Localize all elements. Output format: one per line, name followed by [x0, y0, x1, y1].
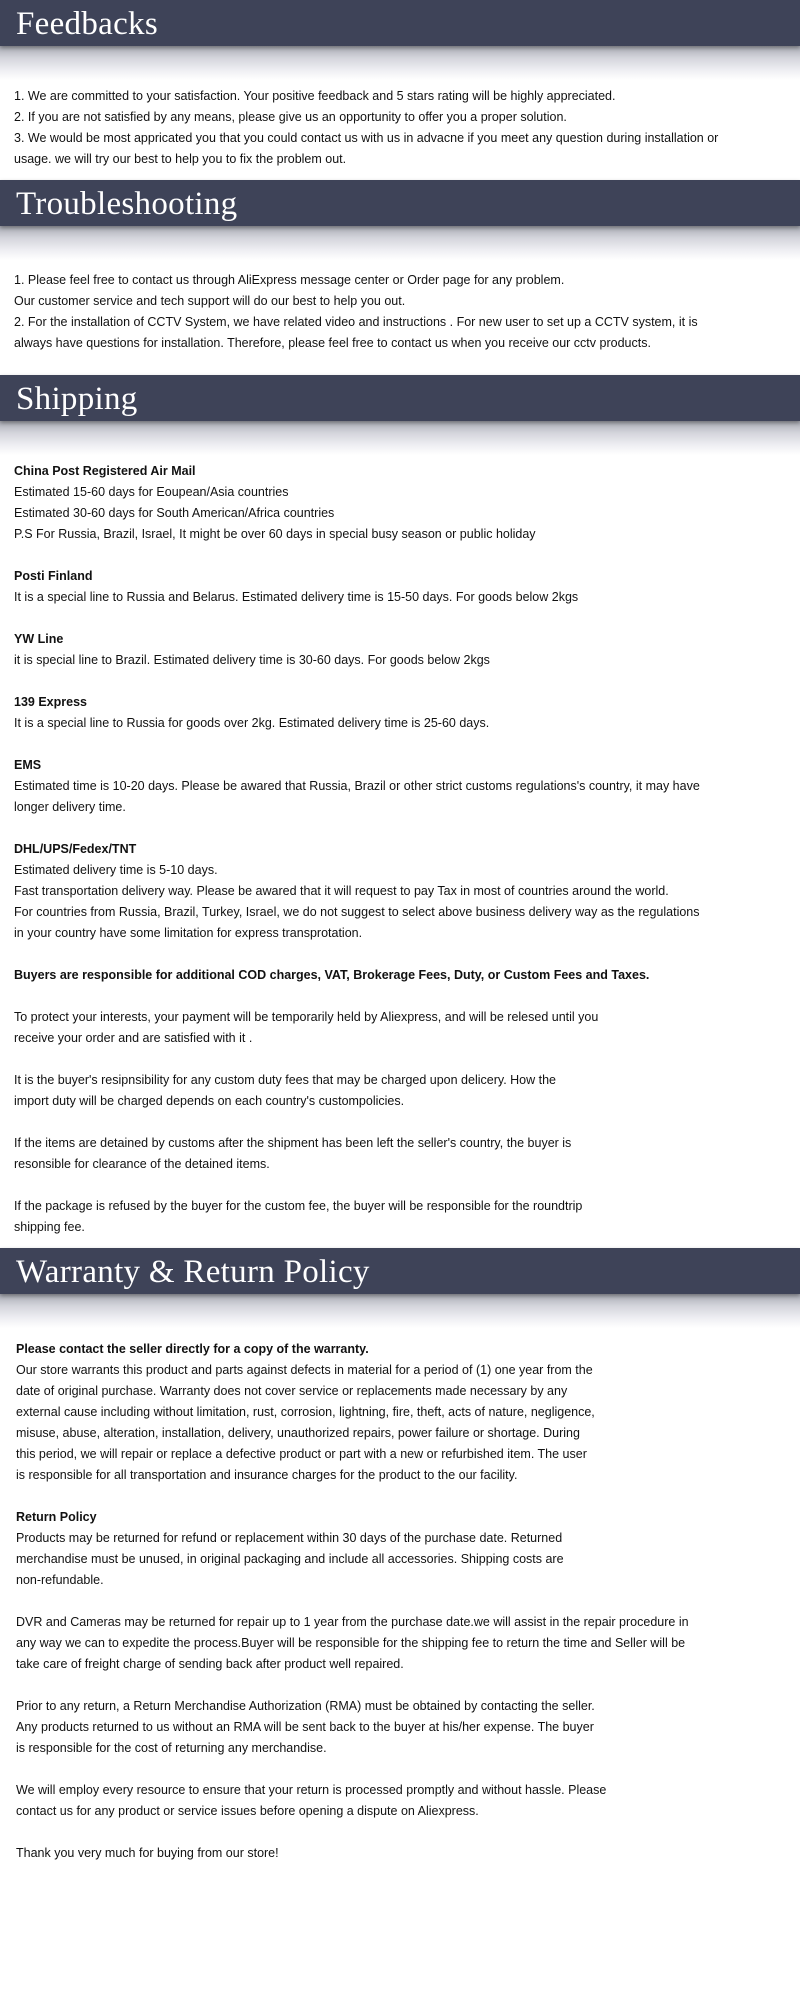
shipping-paragraph: If the package is refused by the buyer for the custom fee, the buyer will be responsible for the roundtrip shipping fee.: [14, 1199, 583, 1234]
feedbacks-line: 2. If you are not satisfied by any means, please give us an opportunity to offer you a proper solution.: [14, 110, 567, 124]
dhl-line: Estimated delivery time is 5-10 days.: [14, 863, 218, 877]
dhl-heading: DHL/UPS/Fedex/TNT: [14, 842, 137, 856]
feedbacks-banner: [0, 0, 800, 46]
shipping-paragraph: If the items are detained by customs after the shipment has been left the seller's country, the buyer is resonsible for clearance of the detained items.: [14, 1136, 572, 1171]
feedbacks-line: usage. we will try our best to help you to fix the problem out.: [14, 152, 347, 166]
warranty-title: Warranty & Return Policy: [16, 1254, 370, 1290]
ems-text: Estimated time is 10-20 days. Please be awared that Russia, Brazil or other strict customs regulations's country, it may have longer delivery time.: [14, 779, 700, 814]
dhl-line: Fast transportation delivery way. Please be awared that it will request to pay Tax in most of countries around the world.: [14, 884, 669, 898]
china-post-heading: China Post Registered Air Mail: [14, 464, 196, 478]
troubleshooting-body: [14, 270, 734, 354]
feedbacks-title: Feedbacks: [16, 6, 158, 42]
banner-fade: [0, 421, 800, 455]
express139-heading: 139 Express: [14, 695, 87, 709]
troubleshooting-line: Our customer service and tech support will do our best to help you out.: [14, 294, 406, 308]
return-policy-heading: Return Policy: [16, 1510, 97, 1524]
banner-fade: [0, 226, 800, 260]
buyers-note: Buyers are responsible for additional COD charges, VAT, Brokerage Fees, Duty, or Custom Fees and Taxes.: [14, 968, 650, 982]
ems-heading: EMS: [14, 758, 42, 772]
feedbacks-header: [0, 0, 800, 80]
shipping-banner: [0, 375, 800, 421]
troubleshooting-line: always have questions for installation. Therefore, please feel free to contact us when you receive our cctv products.: [14, 336, 651, 350]
dvr-repair-text: DVR and Cameras may be returned for repair up to 1 year from the purchase date.we will assist in the repair procedure in any way we can to expedite the process.Buyer will be responsible for the shipping fee to return the time and Seller will be take care of freight charge of sending back after product well repaired.: [16, 1615, 689, 1671]
banner-fade: [0, 1294, 800, 1328]
troubleshooting-header: [0, 180, 800, 260]
feedbacks-line: 1. We are committed to your satisfaction. Your positive feedback and 5 stars rating will be highly appreciated.: [14, 89, 616, 103]
thanks-text: Thank you very much for buying from our store!: [16, 1846, 279, 1860]
warranty-text: Our store warrants this product and parts against defects in material for a period of (1) one year from the date of original purchase. Warranty does not cover service or replacements made necessary by any external cause including without limitation, rust, corrosion, lightning, fire, theft, acts of nature, negligence, misuse, abuse, alteration, installation, delivery, unauthorized repairs, power failure or shortage. During this period, we will repair or replace a defective product or part with a new or refurbished item. The user is responsible for all transportation and insurance charges for the product to the our facility.: [16, 1363, 595, 1482]
warranty-body: [16, 1339, 736, 1864]
banner-fade: [0, 46, 800, 80]
shipping-title: Shipping: [16, 381, 138, 417]
dhl-line: For countries from Russia, Brazil, Turkey, Israel, we do not suggest to select above business delivery way as the regulations in your country have some limitation for express transprotation.: [14, 905, 700, 940]
resource-text: We will employ every resource to ensure that your return is processed promptly and without hassle. Please contact us for any product or service issues before opening a dispute on Aliexpress.: [16, 1783, 607, 1818]
shipping-paragraph: To protect your interests, your payment will be temporarily held by Aliexpress, and will be relesed until you receive your order and are satisfied with it .: [14, 1010, 599, 1045]
shipping-header: [0, 375, 800, 455]
troubleshooting-title: Troubleshooting: [16, 186, 238, 222]
rma-text: Prior to any return, a Return Merchandise Authorization (RMA) must be obtained by contacting the seller. Any products returned to us without an RMA will be sent back to the buyer at his/her expense. The buyer is responsible for the cost of returning any merchandise.: [16, 1699, 595, 1755]
shipping-paragraph: It is the buyer's resipnsibility for any custom duty fees that may be charged upon delicery. How the import duty will be charged depends on each country's custompolicies.: [14, 1073, 557, 1108]
yw-text: it is special line to Brazil. Estimated delivery time is 30-60 days. For goods below 2kgs: [14, 653, 490, 667]
feedbacks-line: 3. We would be most appricated you that you could contact us with us in advacne if you meet any question during installation or: [14, 131, 719, 145]
warranty-header: [0, 1248, 800, 1328]
troubleshooting-banner: [0, 180, 800, 226]
yw-heading: YW Line: [14, 632, 64, 646]
posti-text: It is a special line to Russia and Belarus. Estimated delivery time is 15-50 days. For goods below 2kgs: [14, 590, 579, 604]
troubleshooting-line: 1. Please feel free to contact us through AliExpress message center or Order page for any problem.: [14, 273, 565, 287]
shipping-body: [14, 461, 734, 1238]
express139-text: It is a special line to Russia for goods over 2kg. Estimated delivery time is 25-60 days.: [14, 716, 490, 730]
feedbacks-body: [14, 86, 734, 170]
return-policy-text: Products may be returned for refund or replacement within 30 days of the purchase date. Returned merchandise must be unused, in original packaging and include all accessories. Shipping costs are non-refundable.: [16, 1531, 564, 1587]
china-post-line: Estimated 15-60 days for Eoupean/Asia countries: [14, 485, 289, 499]
posti-heading: Posti Finland: [14, 569, 93, 583]
warranty-contact-heading: Please contact the seller directly for a copy of the warranty.: [16, 1342, 369, 1356]
china-post-line: P.S For Russia, Brazil, Israel, It might be over 60 days in special busy season or public holiday: [14, 527, 536, 541]
warranty-banner: [0, 1248, 800, 1294]
china-post-line: Estimated 30-60 days for South American/Africa countries: [14, 506, 335, 520]
troubleshooting-line: 2. For the installation of CCTV System, we have related video and instructions . For new user to set up a CCTV system, it is: [14, 315, 698, 329]
